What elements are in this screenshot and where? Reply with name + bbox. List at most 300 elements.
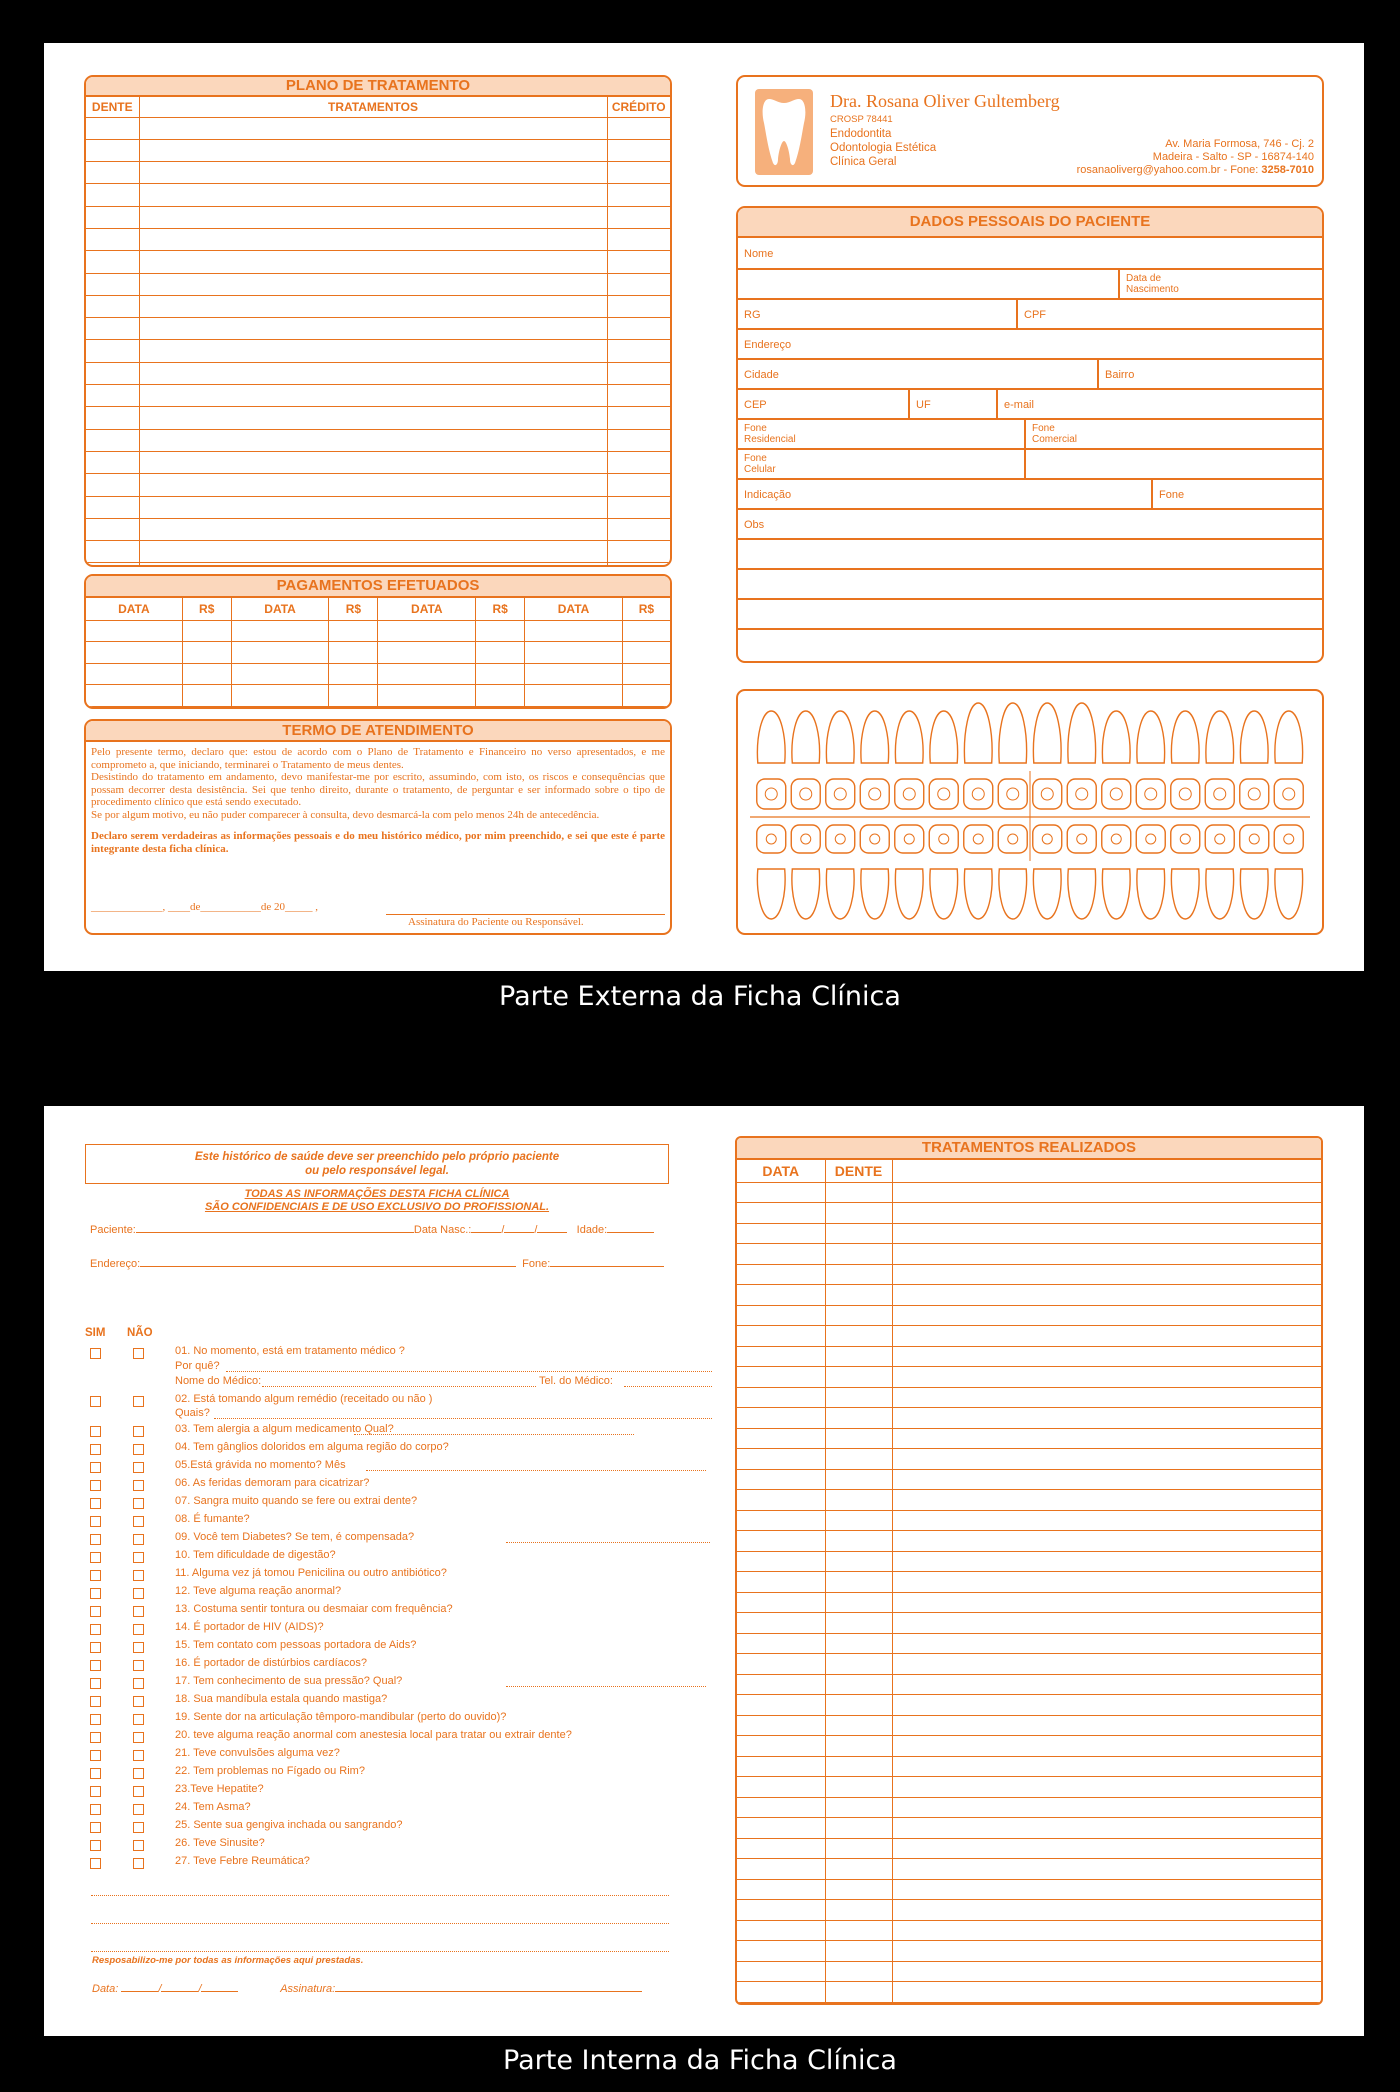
table-cell[interactable]: [737, 1838, 825, 1859]
plano-row[interactable]: [86, 429, 670, 451]
table-cell[interactable]: [892, 1408, 1321, 1429]
upper-tooth-icon[interactable]: [826, 711, 854, 763]
table-cell[interactable]: [892, 1264, 1321, 1285]
upper-tooth-icon[interactable]: [861, 711, 889, 763]
nao-checkbox[interactable]: [133, 1516, 144, 1527]
realizado-row[interactable]: [737, 1859, 1321, 1880]
sim-checkbox[interactable]: [90, 1714, 101, 1725]
table-cell[interactable]: [825, 1674, 892, 1695]
table-cell[interactable]: [892, 1613, 1321, 1634]
cidade-field[interactable]: Cidade: [744, 369, 779, 381]
rg-field[interactable]: RG: [744, 309, 761, 321]
assinatura-line[interactable]: [335, 1991, 642, 1992]
table-cell[interactable]: [825, 1264, 892, 1285]
sim-checkbox[interactable]: [90, 1552, 101, 1563]
table-cell[interactable]: [622, 620, 670, 642]
data-nascimento-field[interactable]: Data de Nascimento: [1118, 270, 1188, 298]
upper-tooth-icon[interactable]: [895, 711, 923, 763]
nao-checkbox[interactable]: [133, 1426, 144, 1437]
nao-checkbox[interactable]: [133, 1696, 144, 1707]
table-cell[interactable]: [737, 1469, 825, 1490]
nao-checkbox[interactable]: [133, 1768, 144, 1779]
plano-row[interactable]: [86, 541, 670, 563]
nao-checkbox[interactable]: [133, 1570, 144, 1581]
table-cell[interactable]: [86, 496, 139, 518]
realizado-row[interactable]: [737, 1818, 1321, 1839]
table-cell[interactable]: [825, 1756, 892, 1777]
table-cell[interactable]: [892, 1777, 1321, 1798]
table-cell[interactable]: [139, 407, 607, 429]
table-cell[interactable]: [737, 1920, 825, 1941]
notes-line[interactable]: [91, 1895, 669, 1896]
realizado-row[interactable]: [737, 1428, 1321, 1449]
date-line[interactable]: [201, 1991, 238, 1992]
table-cell[interactable]: [737, 1756, 825, 1777]
table-cell[interactable]: [892, 1633, 1321, 1654]
lower-occlusal-tooth-icon[interactable]: [860, 825, 889, 853]
table-cell[interactable]: [737, 1797, 825, 1818]
upper-occlusal-tooth-icon[interactable]: [929, 779, 958, 809]
table-cell[interactable]: [825, 1797, 892, 1818]
email-field[interactable]: e-mail: [996, 390, 1034, 418]
table-cell[interactable]: [892, 1305, 1321, 1326]
table-cell[interactable]: [737, 1285, 825, 1306]
table-cell[interactable]: [476, 620, 525, 642]
sim-checkbox[interactable]: [90, 1426, 101, 1437]
table-cell[interactable]: [607, 429, 670, 451]
plano-row[interactable]: [86, 340, 670, 362]
table-cell[interactable]: [825, 1551, 892, 1572]
sim-checkbox[interactable]: [90, 1822, 101, 1833]
lower-tooth-icon[interactable]: [895, 869, 923, 919]
table-cell[interactable]: [737, 1531, 825, 1552]
table-cell[interactable]: [737, 1346, 825, 1367]
sim-checkbox[interactable]: [90, 1858, 101, 1869]
fone-residencial-field[interactable]: Fone Residencial: [744, 423, 796, 445]
nao-checkbox[interactable]: [133, 1822, 144, 1833]
table-cell[interactable]: [525, 620, 623, 642]
table-cell[interactable]: [86, 206, 139, 228]
table-cell[interactable]: [607, 162, 670, 184]
termo-date-line[interactable]: _____________, ____de___________de 20_____ ,: [91, 901, 319, 913]
upper-occlusal-tooth-icon[interactable]: [1171, 779, 1200, 809]
table-cell[interactable]: [737, 1695, 825, 1716]
table-cell[interactable]: [139, 139, 607, 161]
sim-checkbox[interactable]: [90, 1696, 101, 1707]
table-cell[interactable]: [892, 1674, 1321, 1695]
table-cell[interactable]: [737, 1490, 825, 1511]
nao-checkbox[interactable]: [133, 1396, 144, 1407]
plano-row[interactable]: [86, 518, 670, 540]
upper-occlusal-tooth-icon[interactable]: [1240, 779, 1269, 809]
nao-checkbox[interactable]: [133, 1606, 144, 1617]
table-cell[interactable]: [737, 1859, 825, 1880]
plano-row[interactable]: [86, 474, 670, 496]
upper-tooth-icon[interactable]: [757, 711, 785, 763]
table-cell[interactable]: [378, 685, 476, 707]
table-cell[interactable]: [607, 496, 670, 518]
cep-field[interactable]: CEP: [744, 399, 767, 411]
table-cell[interactable]: [737, 1203, 825, 1224]
table-cell[interactable]: [607, 362, 670, 384]
table-cell[interactable]: [892, 1920, 1321, 1941]
table-cell[interactable]: [892, 1797, 1321, 1818]
table-cell[interactable]: [737, 1367, 825, 1388]
nao-checkbox[interactable]: [133, 1714, 144, 1725]
table-cell[interactable]: [607, 541, 670, 563]
plano-row[interactable]: [86, 451, 670, 473]
nao-checkbox[interactable]: [133, 1858, 144, 1869]
table-cell[interactable]: [825, 1654, 892, 1675]
table-cell[interactable]: [825, 1305, 892, 1326]
nao-checkbox[interactable]: [133, 1786, 144, 1797]
table-cell[interactable]: [329, 620, 378, 642]
nao-checkbox[interactable]: [133, 1552, 144, 1563]
table-cell[interactable]: [825, 1182, 892, 1203]
realizado-row[interactable]: [737, 1367, 1321, 1388]
table-cell[interactable]: [892, 1531, 1321, 1552]
table-cell[interactable]: [378, 620, 476, 642]
table-cell[interactable]: [139, 451, 607, 473]
table-cell[interactable]: [607, 385, 670, 407]
plano-row[interactable]: [86, 184, 670, 206]
realizado-row[interactable]: [737, 1695, 1321, 1716]
upper-occlusal-tooth-icon[interactable]: [1274, 779, 1303, 809]
lower-tooth-icon[interactable]: [1033, 869, 1061, 919]
table-cell[interactable]: [139, 206, 607, 228]
plano-row[interactable]: [86, 407, 670, 429]
table-cell[interactable]: [607, 451, 670, 473]
table-cell[interactable]: [139, 340, 607, 362]
table-cell[interactable]: [607, 139, 670, 161]
table-cell[interactable]: [476, 642, 525, 664]
obs-field[interactable]: Obs: [744, 519, 765, 531]
table-cell[interactable]: [825, 1941, 892, 1962]
table-cell[interactable]: [378, 642, 476, 664]
table-cell[interactable]: [607, 273, 670, 295]
lower-occlusal-tooth-icon[interactable]: [1102, 825, 1131, 853]
table-cell[interactable]: [737, 1244, 825, 1265]
plano-row[interactable]: [86, 563, 670, 567]
lower-tooth-icon[interactable]: [1102, 869, 1130, 919]
table-cell[interactable]: [825, 1510, 892, 1531]
nao-checkbox[interactable]: [133, 1642, 144, 1653]
table-cell[interactable]: [892, 1490, 1321, 1511]
plano-row[interactable]: [86, 273, 670, 295]
table-cell[interactable]: [86, 563, 139, 567]
table-cell[interactable]: [231, 620, 329, 642]
table-cell[interactable]: [825, 1695, 892, 1716]
lower-occlusal-tooth-icon[interactable]: [1171, 825, 1200, 853]
table-cell[interactable]: [86, 318, 139, 340]
lower-tooth-icon[interactable]: [1137, 869, 1165, 919]
lower-tooth-icon[interactable]: [792, 869, 820, 919]
table-cell[interactable]: [329, 685, 378, 707]
sim-checkbox[interactable]: [90, 1516, 101, 1527]
plano-row[interactable]: [86, 228, 670, 250]
table-cell[interactable]: [139, 563, 607, 567]
sim-checkbox[interactable]: [90, 1606, 101, 1617]
lower-occlusal-tooth-icon[interactable]: [1033, 825, 1062, 853]
table-cell[interactable]: [86, 228, 139, 250]
date-line[interactable]: [161, 1991, 198, 1992]
plano-row[interactable]: [86, 496, 670, 518]
table-cell[interactable]: [825, 1715, 892, 1736]
table-cell[interactable]: [737, 1223, 825, 1244]
sim-checkbox[interactable]: [90, 1462, 101, 1473]
table-cell[interactable]: [737, 1715, 825, 1736]
pagamento-row[interactable]: [86, 620, 670, 642]
pagamento-row[interactable]: [86, 685, 670, 707]
table-cell[interactable]: [825, 1920, 892, 1941]
table-cell[interactable]: [737, 1551, 825, 1572]
upper-tooth-icon[interactable]: [1206, 711, 1234, 763]
upper-tooth-icon[interactable]: [1240, 711, 1268, 763]
realizado-row[interactable]: [737, 1797, 1321, 1818]
date-line[interactable]: [121, 1991, 158, 1992]
table-cell[interactable]: [737, 1387, 825, 1408]
lower-tooth-icon[interactable]: [757, 869, 785, 919]
table-cell[interactable]: [737, 1305, 825, 1326]
lower-tooth-icon[interactable]: [826, 869, 854, 919]
lower-occlusal-tooth-icon[interactable]: [998, 825, 1027, 853]
table-cell[interactable]: [737, 1510, 825, 1531]
plano-row[interactable]: [86, 206, 670, 228]
nao-checkbox[interactable]: [133, 1678, 144, 1689]
lower-occlusal-tooth-icon[interactable]: [791, 825, 820, 853]
upper-occlusal-tooth-icon[interactable]: [1067, 779, 1096, 809]
table-cell[interactable]: [737, 1818, 825, 1839]
sim-checkbox[interactable]: [90, 1348, 101, 1359]
lower-tooth-icon[interactable]: [1206, 869, 1234, 919]
table-cell[interactable]: [737, 1879, 825, 1900]
realizado-row[interactable]: [737, 1654, 1321, 1675]
table-cell[interactable]: [139, 541, 607, 563]
table-cell[interactable]: [86, 117, 139, 139]
table-cell[interactable]: [607, 318, 670, 340]
plano-row[interactable]: [86, 117, 670, 139]
upper-tooth-icon[interactable]: [930, 711, 958, 763]
table-cell[interactable]: [231, 663, 329, 685]
nao-checkbox[interactable]: [133, 1534, 144, 1545]
table-cell[interactable]: [607, 295, 670, 317]
nao-checkbox[interactable]: [133, 1732, 144, 1743]
table-cell[interactable]: [892, 1285, 1321, 1306]
realizado-row[interactable]: [737, 1674, 1321, 1695]
table-cell[interactable]: [892, 1510, 1321, 1531]
sim-checkbox[interactable]: [90, 1480, 101, 1491]
lower-occlusal-tooth-icon[interactable]: [929, 825, 958, 853]
lower-tooth-icon[interactable]: [1275, 869, 1303, 919]
nao-checkbox[interactable]: [133, 1444, 144, 1455]
table-cell[interactable]: [139, 184, 607, 206]
table-cell[interactable]: [892, 1572, 1321, 1593]
sim-checkbox[interactable]: [90, 1804, 101, 1815]
table-cell[interactable]: [892, 1654, 1321, 1675]
nao-checkbox[interactable]: [133, 1588, 144, 1599]
table-cell[interactable]: [892, 1838, 1321, 1859]
table-cell[interactable]: [86, 139, 139, 161]
table-cell[interactable]: [825, 1879, 892, 1900]
table-cell[interactable]: [86, 340, 139, 362]
lower-occlusal-tooth-icon[interactable]: [964, 825, 993, 853]
table-cell[interactable]: [892, 1695, 1321, 1716]
table-cell[interactable]: [607, 117, 670, 139]
sim-checkbox[interactable]: [90, 1624, 101, 1635]
realizado-row[interactable]: [737, 1346, 1321, 1367]
table-cell[interactable]: [329, 663, 378, 685]
table-cell[interactable]: [86, 685, 182, 707]
table-cell[interactable]: [825, 1900, 892, 1921]
table-cell[interactable]: [892, 1449, 1321, 1470]
table-cell[interactable]: [139, 474, 607, 496]
cpf-field[interactable]: CPF: [1016, 300, 1046, 328]
sim-checkbox[interactable]: [90, 1534, 101, 1545]
table-cell[interactable]: [86, 663, 182, 685]
upper-occlusal-tooth-icon[interactable]: [826, 779, 855, 809]
table-cell[interactable]: [607, 206, 670, 228]
realizado-row[interactable]: [737, 1879, 1321, 1900]
table-cell[interactable]: [476, 663, 525, 685]
upper-tooth-icon[interactable]: [1068, 703, 1096, 763]
table-cell[interactable]: [737, 1961, 825, 1982]
sim-checkbox[interactable]: [90, 1570, 101, 1581]
upper-occlusal-tooth-icon[interactable]: [998, 779, 1027, 809]
lower-occlusal-tooth-icon[interactable]: [1274, 825, 1303, 853]
table-cell[interactable]: [86, 184, 139, 206]
table-cell[interactable]: [737, 1736, 825, 1757]
plano-row[interactable]: [86, 162, 670, 184]
table-cell[interactable]: [737, 1633, 825, 1654]
realizado-row[interactable]: [737, 1982, 1321, 2003]
fone-celular-field[interactable]: Fone Celular: [744, 453, 776, 475]
table-cell[interactable]: [825, 1223, 892, 1244]
upper-occlusal-tooth-icon[interactable]: [860, 779, 889, 809]
realizado-row[interactable]: [737, 1777, 1321, 1798]
table-cell[interactable]: [892, 1182, 1321, 1203]
nao-checkbox[interactable]: [133, 1348, 144, 1359]
table-cell[interactable]: [825, 1592, 892, 1613]
odontogram[interactable]: [738, 691, 1322, 933]
table-cell[interactable]: [607, 251, 670, 273]
realizado-row[interactable]: [737, 1838, 1321, 1859]
lower-tooth-icon[interactable]: [930, 869, 958, 919]
table-cell[interactable]: [139, 429, 607, 451]
table-cell[interactable]: [825, 1428, 892, 1449]
realizado-row[interactable]: [737, 1305, 1321, 1326]
table-cell[interactable]: [737, 1428, 825, 1449]
sim-checkbox[interactable]: [90, 1750, 101, 1761]
table-cell[interactable]: [892, 1941, 1321, 1962]
sim-checkbox[interactable]: [90, 1732, 101, 1743]
table-cell[interactable]: [607, 184, 670, 206]
table-cell[interactable]: [86, 407, 139, 429]
table-cell[interactable]: [825, 1572, 892, 1593]
endereco-field[interactable]: Endereço: [744, 339, 792, 351]
realizado-row[interactable]: [737, 1449, 1321, 1470]
nao-checkbox[interactable]: [133, 1750, 144, 1761]
table-cell[interactable]: [139, 295, 607, 317]
table-cell[interactable]: [139, 385, 607, 407]
answer-line[interactable]: [366, 1470, 706, 1471]
table-cell[interactable]: [607, 518, 670, 540]
realizado-row[interactable]: [737, 1633, 1321, 1654]
lower-occlusal-tooth-icon[interactable]: [826, 825, 855, 853]
nao-checkbox[interactable]: [133, 1480, 144, 1491]
table-cell[interactable]: [825, 1859, 892, 1880]
plano-row[interactable]: [86, 318, 670, 340]
table-cell[interactable]: [737, 1449, 825, 1470]
table-cell[interactable]: [139, 117, 607, 139]
answer-line[interactable]: [506, 1542, 710, 1543]
table-cell[interactable]: [139, 251, 607, 273]
lower-tooth-icon[interactable]: [861, 869, 889, 919]
table-cell[interactable]: [892, 1756, 1321, 1777]
table-cell[interactable]: [139, 162, 607, 184]
upper-occlusal-tooth-icon[interactable]: [1205, 779, 1234, 809]
table-cell[interactable]: [892, 1859, 1321, 1880]
table-cell[interactable]: [476, 685, 525, 707]
table-cell[interactable]: [825, 1982, 892, 2003]
sim-checkbox[interactable]: [90, 1498, 101, 1509]
table-cell[interactable]: [892, 1551, 1321, 1572]
uf-field[interactable]: UF: [908, 390, 931, 418]
table-cell[interactable]: [825, 1490, 892, 1511]
table-cell[interactable]: [737, 1900, 825, 1921]
table-cell[interactable]: [892, 1879, 1321, 1900]
upper-tooth-icon[interactable]: [964, 703, 992, 763]
table-cell[interactable]: [231, 685, 329, 707]
notes-line[interactable]: [91, 1923, 669, 1924]
lower-occlusal-tooth-icon[interactable]: [1205, 825, 1234, 853]
table-cell[interactable]: [139, 362, 607, 384]
table-cell[interactable]: [892, 1818, 1321, 1839]
realizado-row[interactable]: [737, 1490, 1321, 1511]
table-cell[interactable]: [825, 1777, 892, 1798]
table-cell[interactable]: [329, 642, 378, 664]
lower-occlusal-tooth-icon[interactable]: [1240, 825, 1269, 853]
realizado-row[interactable]: [737, 1469, 1321, 1490]
table-cell[interactable]: [182, 663, 231, 685]
table-cell[interactable]: [622, 642, 670, 664]
pagamento-row[interactable]: [86, 663, 670, 685]
table-cell[interactable]: [825, 1469, 892, 1490]
table-cell[interactable]: [86, 295, 139, 317]
table-cell[interactable]: [737, 1408, 825, 1429]
table-cell[interactable]: [892, 1223, 1321, 1244]
table-cell[interactable]: [892, 1982, 1321, 2003]
plano-row[interactable]: [86, 362, 670, 384]
sim-checkbox[interactable]: [90, 1678, 101, 1689]
table-cell[interactable]: [525, 642, 623, 664]
table-cell[interactable]: [825, 1633, 892, 1654]
lower-occlusal-tooth-icon[interactable]: [1136, 825, 1165, 853]
table-cell[interactable]: [86, 451, 139, 473]
realizado-row[interactable]: [737, 1613, 1321, 1634]
lower-occlusal-tooth-icon[interactable]: [757, 825, 786, 853]
table-cell[interactable]: [378, 663, 476, 685]
upper-tooth-icon[interactable]: [1033, 703, 1061, 763]
plano-row[interactable]: [86, 385, 670, 407]
upper-tooth-icon[interactable]: [1102, 711, 1130, 763]
answer-line[interactable]: [624, 1386, 712, 1387]
realizado-row[interactable]: [737, 1736, 1321, 1757]
answer-line[interactable]: [214, 1418, 712, 1419]
table-cell[interactable]: [737, 1674, 825, 1695]
upper-tooth-icon[interactable]: [792, 711, 820, 763]
table-cell[interactable]: [86, 273, 139, 295]
table-cell[interactable]: [86, 642, 182, 664]
